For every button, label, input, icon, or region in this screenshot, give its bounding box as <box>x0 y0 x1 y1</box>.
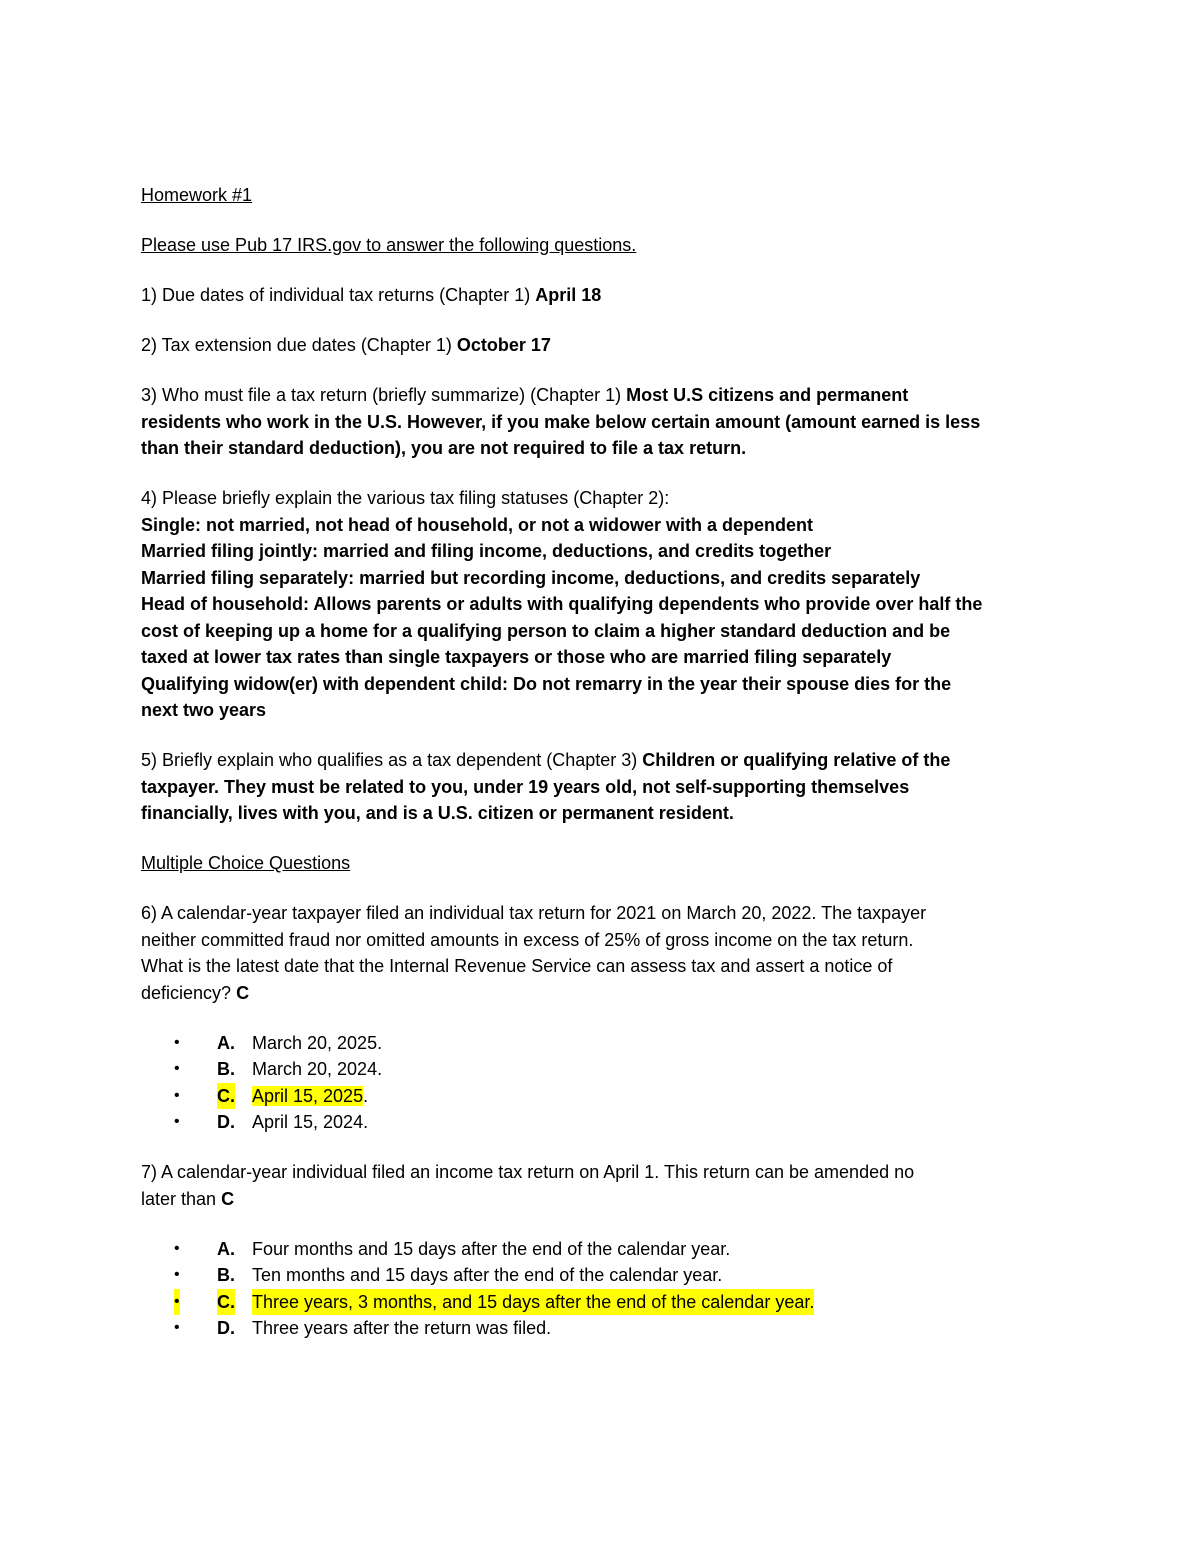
question-6-option-a <box>141 1030 1071 1057</box>
question-1 <box>141 282 1071 309</box>
document-body <box>141 182 1071 1342</box>
option-text: March 20, 2024. <box>252 1059 383 1079</box>
question-1-prompt: 1) Due dates of individual tax returns (Chapter 1) <box>141 285 536 305</box>
instructions: Please use Pub 17 IRS.gov to answer the following questions. <box>141 235 637 255</box>
question-7-line-2 <box>141 1186 1071 1213</box>
question-2-answer: October 17 <box>456 335 551 355</box>
question-7-option-c <box>141 1289 1071 1316</box>
filing-status-married-jointly: Married filing jointly: married and filing income, deductions, and credits together <box>141 541 832 561</box>
bullet-icon: • <box>174 1289 180 1316</box>
option-letter: A. <box>217 1032 235 1053</box>
question-4-prompt: 4) Please briefly explain the various tax filing statuses (Chapter 2): <box>141 488 670 508</box>
bullet-icon: • <box>174 1086 180 1104</box>
question-6 <box>141 900 1071 1006</box>
question-6-last-line: deficiency? <box>141 982 237 1003</box>
question-6-option-d <box>141 1109 1071 1136</box>
filing-status-qualifying-widow-line-1: Qualifying widow(er) with dependent child: Do not remarry in the year their spouse dies for the <box>141 673 952 694</box>
question-7-option-b <box>141 1262 1071 1289</box>
bullet-icon: • <box>174 1060 180 1077</box>
question-7-line-1: 7) A calendar-year individual filed an income tax return on April 1. This return can be amended no <box>141 1162 915 1182</box>
option-text-highlighted: Three years, 3 months, and 15 days after the end of the calendar year. <box>252 1289 814 1316</box>
question-7-option-d <box>141 1315 1071 1342</box>
question-6-option-c <box>141 1083 1071 1110</box>
question-5-answer-line-3: financially, lives with you, and is a U.S. citizen or permanent resident. <box>141 803 734 823</box>
question-2-prompt: 2) Tax extension due dates (Chapter 1) <box>141 335 457 355</box>
filing-status-head-of-household-line-3: taxed at lower tax rates than single taxpayers or those who are married filing separately <box>141 647 892 667</box>
option-text: Four months and 15 days after the end of the calendar year. <box>252 1238 731 1259</box>
filing-status-married-separately: Married filing separately: married but recording income, deductions, and credits separately <box>141 567 921 588</box>
option-text: Three years after the return was filed. <box>252 1318 552 1338</box>
question-6-options <box>141 1030 1071 1136</box>
option-letter: D. <box>217 1112 235 1132</box>
question-6-line-2: neither committed fraud nor omitted amounts in excess of 25% of gross income on the tax return. <box>141 929 914 950</box>
question-3 <box>141 382 1071 462</box>
option-letter-highlighted: C. <box>217 1083 235 1110</box>
question-7 <box>141 1159 1071 1212</box>
question-5 <box>141 747 1071 827</box>
multiple-choice-heading: Multiple Choice Questions <box>141 853 351 873</box>
question-5-answer-line-1: Children or qualifying relative of the <box>642 750 951 770</box>
question-5-answer-line-2: taxpayer. They must be related to you, under 19 years old, not self-supporting themselves <box>141 776 910 797</box>
question-6-answer: C <box>236 982 250 1003</box>
filing-status-qualifying-widow-line-2: next two years <box>141 700 267 720</box>
question-1-answer: April 18 <box>535 285 602 305</box>
option-text: April 15, 2024. <box>252 1112 369 1132</box>
question-3-line-1 <box>141 382 1071 409</box>
question-6-option-b <box>141 1056 1071 1083</box>
question-3-answer-line-1: Most U.S citizens and permanent <box>626 385 909 405</box>
question-5-line-1 <box>141 747 1071 774</box>
question-3-answer-line-2: residents who work in the U.S. However, if you make below certain amount (amount earned is less <box>141 411 981 432</box>
homework-title: Homework #1 <box>141 185 253 205</box>
option-text-suffix: . <box>363 1085 369 1106</box>
question-7-answer: C <box>221 1188 235 1209</box>
question-7-option-a <box>141 1236 1071 1263</box>
option-letter: B. <box>217 1059 235 1079</box>
filing-status-single: Single: not married, not head of household, or not a widower with a dependent <box>141 514 814 535</box>
option-text: Ten months and 15 days after the end of the calendar year. <box>252 1265 723 1285</box>
bullet-icon: • <box>174 1319 180 1336</box>
question-7-options <box>141 1236 1071 1342</box>
question-6-line-1: 6) A calendar-year taxpayer filed an individual tax return for 2021 on March 20, 2022. The taxpayer <box>141 903 927 923</box>
option-letter: D. <box>217 1318 235 1338</box>
question-2 <box>141 332 1071 359</box>
filing-status-head-of-household-line-2: cost of keeping up a home for a qualifying person to claim a higher standard deduction and be <box>141 620 951 641</box>
option-letter: B. <box>217 1265 235 1285</box>
filing-status-head-of-household-line-1: Head of household: Allows parents or adults with qualifying dependents who provide over half the <box>141 594 983 614</box>
question-6-line-3: What is the latest date that the Internal Revenue Service can assess tax and assert a notice of <box>141 956 893 976</box>
question-3-answer-line-3: than their standard deduction), you are not required to file a tax return. <box>141 438 747 458</box>
question-6-line-4 <box>141 980 1071 1007</box>
bullet-icon: • <box>174 1033 180 1051</box>
option-text <box>252 1083 368 1110</box>
question-3-prompt: 3) Who must file a tax return (briefly summarize) (Chapter 1) <box>141 385 627 405</box>
option-text-highlighted: April 15, 2025 <box>252 1085 364 1106</box>
bullet-icon: • <box>174 1266 180 1283</box>
option-text: March 20, 2025. <box>252 1032 383 1053</box>
bullet-icon: • <box>174 1239 180 1257</box>
bullet-icon: • <box>174 1113 180 1130</box>
option-letter: A. <box>217 1238 235 1259</box>
question-5-prompt: 5) Briefly explain who qualifies as a tax dependent (Chapter 3) <box>141 750 643 770</box>
option-letter-highlighted: C. <box>217 1289 235 1316</box>
question-4 <box>141 485 1071 724</box>
question-7-last-line: later than <box>141 1188 222 1209</box>
